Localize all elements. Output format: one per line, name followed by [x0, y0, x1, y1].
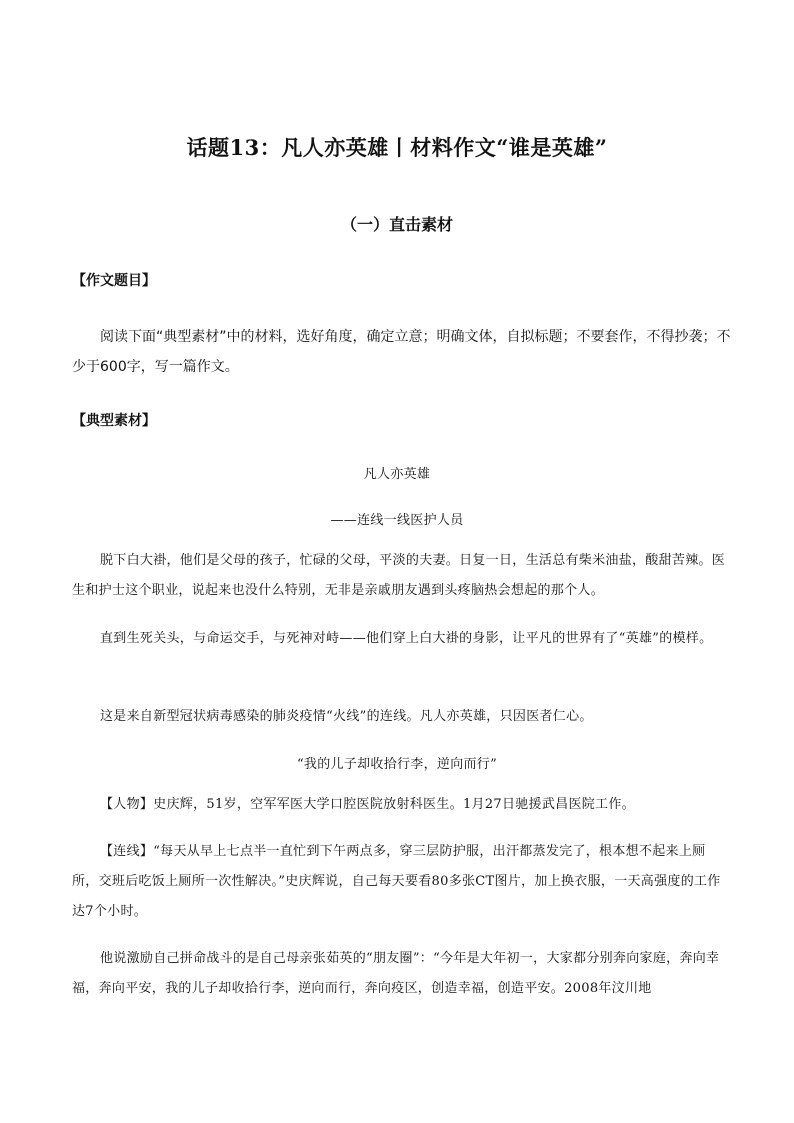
- article-paragraph: 脱下白大褂，他们是父母的孩子，忙碌的父母，平淡的夫妻。日复一日，生活总有柴米油盐，酸甜苦辣。医生和护士这个职业，说起来也没什么特别，无非是亲戚朋友遇到头疼脑热会想起的那个人。: [72, 553, 726, 598]
- material-label: 【典型素材】: [72, 413, 156, 429]
- article-paragraph: 他说激励自己拼命战斗的是自己母亲张茹英的“朋友圈”：“今年是大年初一，大家都分别奔向家庭，奔向幸福，奔向平安，我的儿子却收拾行李，逆向而行，奔向疫区，创造幸福，创造平安。2008年汶川地: [72, 951, 720, 996]
- article-paragraph: 这是来自新型冠状病毒感染的肺炎疫情“火线”的连线。凡人亦英雄，只因医者仁心。: [100, 709, 593, 724]
- section-subtitle: （一）直击素材: [340, 215, 453, 234]
- article-title: 凡人亦英雄: [363, 467, 431, 482]
- topic-text: 阅读下面“典型素材”中的材料，选好角度，确定立意；明确文体，自拟标题；不要套作，不得抄袭；不少于600字，写一篇作文。: [72, 329, 731, 375]
- page-title: 话题13：凡人亦英雄丨材料作文“谁是英雄”: [186, 135, 608, 160]
- article-paragraph: 【连线】“每天从早上七点半一直忙到下午两点多，穿三层防护服，出汗都蒸发完了，根本想不起来上厕所，交班后吃饭上厕所一次性解决。”史庆辉说，自己每天要看80多张CT图片，加上换衣服，一天高强度的工作达7个小时。: [72, 844, 721, 919]
- article-byline: ——连线一线医护人员: [330, 513, 464, 528]
- topic-label: 【作文题目】: [72, 273, 156, 289]
- quote-heading: “我的儿子却收拾行李，逆向而行”: [296, 757, 498, 772]
- article-paragraph: 直到生死关头，与命运交手，与死神对峙——他们穿上白大褂的身影，让平凡的世界有了“英雄”的模样。: [100, 631, 713, 646]
- article-paragraph: 【人物】史庆辉，51岁，空军军医大学口腔医院放射科医生。1月27日驰援武昌医院工作。: [100, 797, 635, 812]
